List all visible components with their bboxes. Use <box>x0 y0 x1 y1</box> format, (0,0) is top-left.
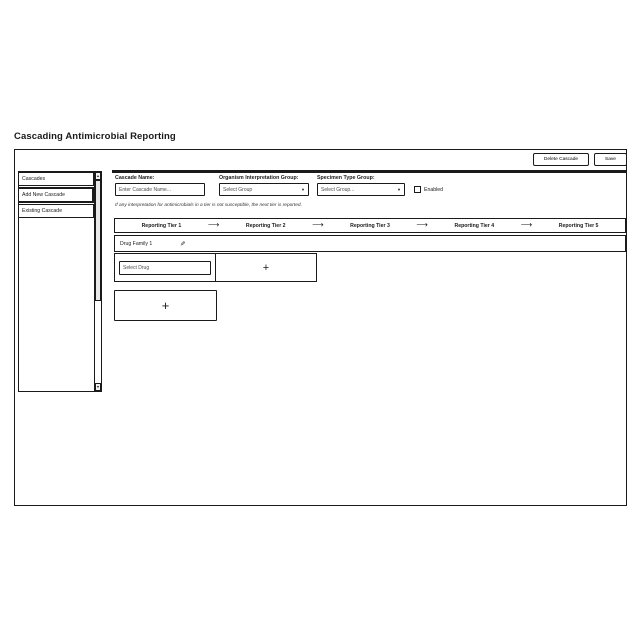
sidebar-scrollbar[interactable] <box>94 172 101 391</box>
specimen-group-label: Specimen Type Group: <box>317 175 375 181</box>
drug-family-row <box>114 235 626 252</box>
cascade-rule-note: If any interpretation for antimicrobials in a tier is not susceptible, the next tier is reported. <box>115 203 302 208</box>
scrollbar-thumb[interactable] <box>95 180 101 301</box>
tier-arrow-icon: ⟶ <box>416 219 428 229</box>
enabled-checkbox[interactable] <box>414 186 421 193</box>
plus-icon: + <box>262 261 270 274</box>
reporting-tier-header <box>114 218 626 233</box>
sidebar-item-label: Existing Cascade <box>22 208 63 214</box>
save-button[interactable]: Save <box>594 153 627 166</box>
specimen-group-select[interactable] <box>317 183 405 196</box>
drug-select-input[interactable] <box>119 261 211 275</box>
organism-group-label: Organism Interpretation Group: <box>219 175 299 181</box>
chevron-down-icon: ▼ <box>397 187 401 192</box>
edit-icon[interactable]: ✎ <box>180 240 186 248</box>
sidebar-item-add-new-cascade[interactable] <box>19 187 94 203</box>
tier-arrow-icon: ⟶ <box>207 219 220 229</box>
tier-header-2: Reporting Tier 2 <box>245 222 286 229</box>
add-drug-button[interactable] <box>216 254 316 281</box>
tier-arrow-icon: ⟶ <box>520 219 533 229</box>
sidebar-list <box>19 172 94 391</box>
tier-arrow-icon: ⟶ <box>312 219 324 229</box>
scroll-up-icon[interactable]: ▲ <box>96 174 100 178</box>
page-title: Cascading Antimicrobial Reporting <box>14 131 176 142</box>
tier-header-5: Reporting Tier 5 <box>558 222 599 229</box>
specimen-group-value: Select Group... <box>321 186 355 193</box>
cascade-name-input[interactable] <box>115 183 205 196</box>
enabled-label: Enabled <box>424 187 444 193</box>
organism-group-value: Select Group <box>223 186 253 193</box>
cascade-sidebar <box>18 171 102 392</box>
sidebar-item-label: Cascades <box>22 176 46 182</box>
tier-header-3: Reporting Tier 3 <box>350 222 390 229</box>
scroll-down-icon[interactable]: ▼ <box>96 385 100 389</box>
sidebar-item-existing-cascade[interactable] <box>19 204 94 218</box>
plus-icon: + <box>161 298 170 313</box>
chevron-down-icon: ▼ <box>301 187 305 192</box>
drug-select-cell <box>115 254 216 281</box>
tier1-drug-row <box>114 253 317 282</box>
app-window <box>14 149 627 506</box>
add-family-button[interactable] <box>114 290 217 321</box>
content-top-divider <box>112 170 626 173</box>
organism-group-select[interactable] <box>219 183 309 196</box>
delete-cascade-button[interactable]: Delete Cascade <box>533 153 589 166</box>
tier-header-4: Reporting Tier 4 <box>454 222 495 229</box>
drug-family-name: Drug Family 1 <box>120 240 153 247</box>
cascade-name-label: Cascade Name: <box>115 175 155 181</box>
sidebar-item-label: Add New Cascade <box>22 192 65 198</box>
tier-header-1: Reporting Tier 1 <box>141 222 182 229</box>
sidebar-item-cascades[interactable] <box>19 172 94 186</box>
